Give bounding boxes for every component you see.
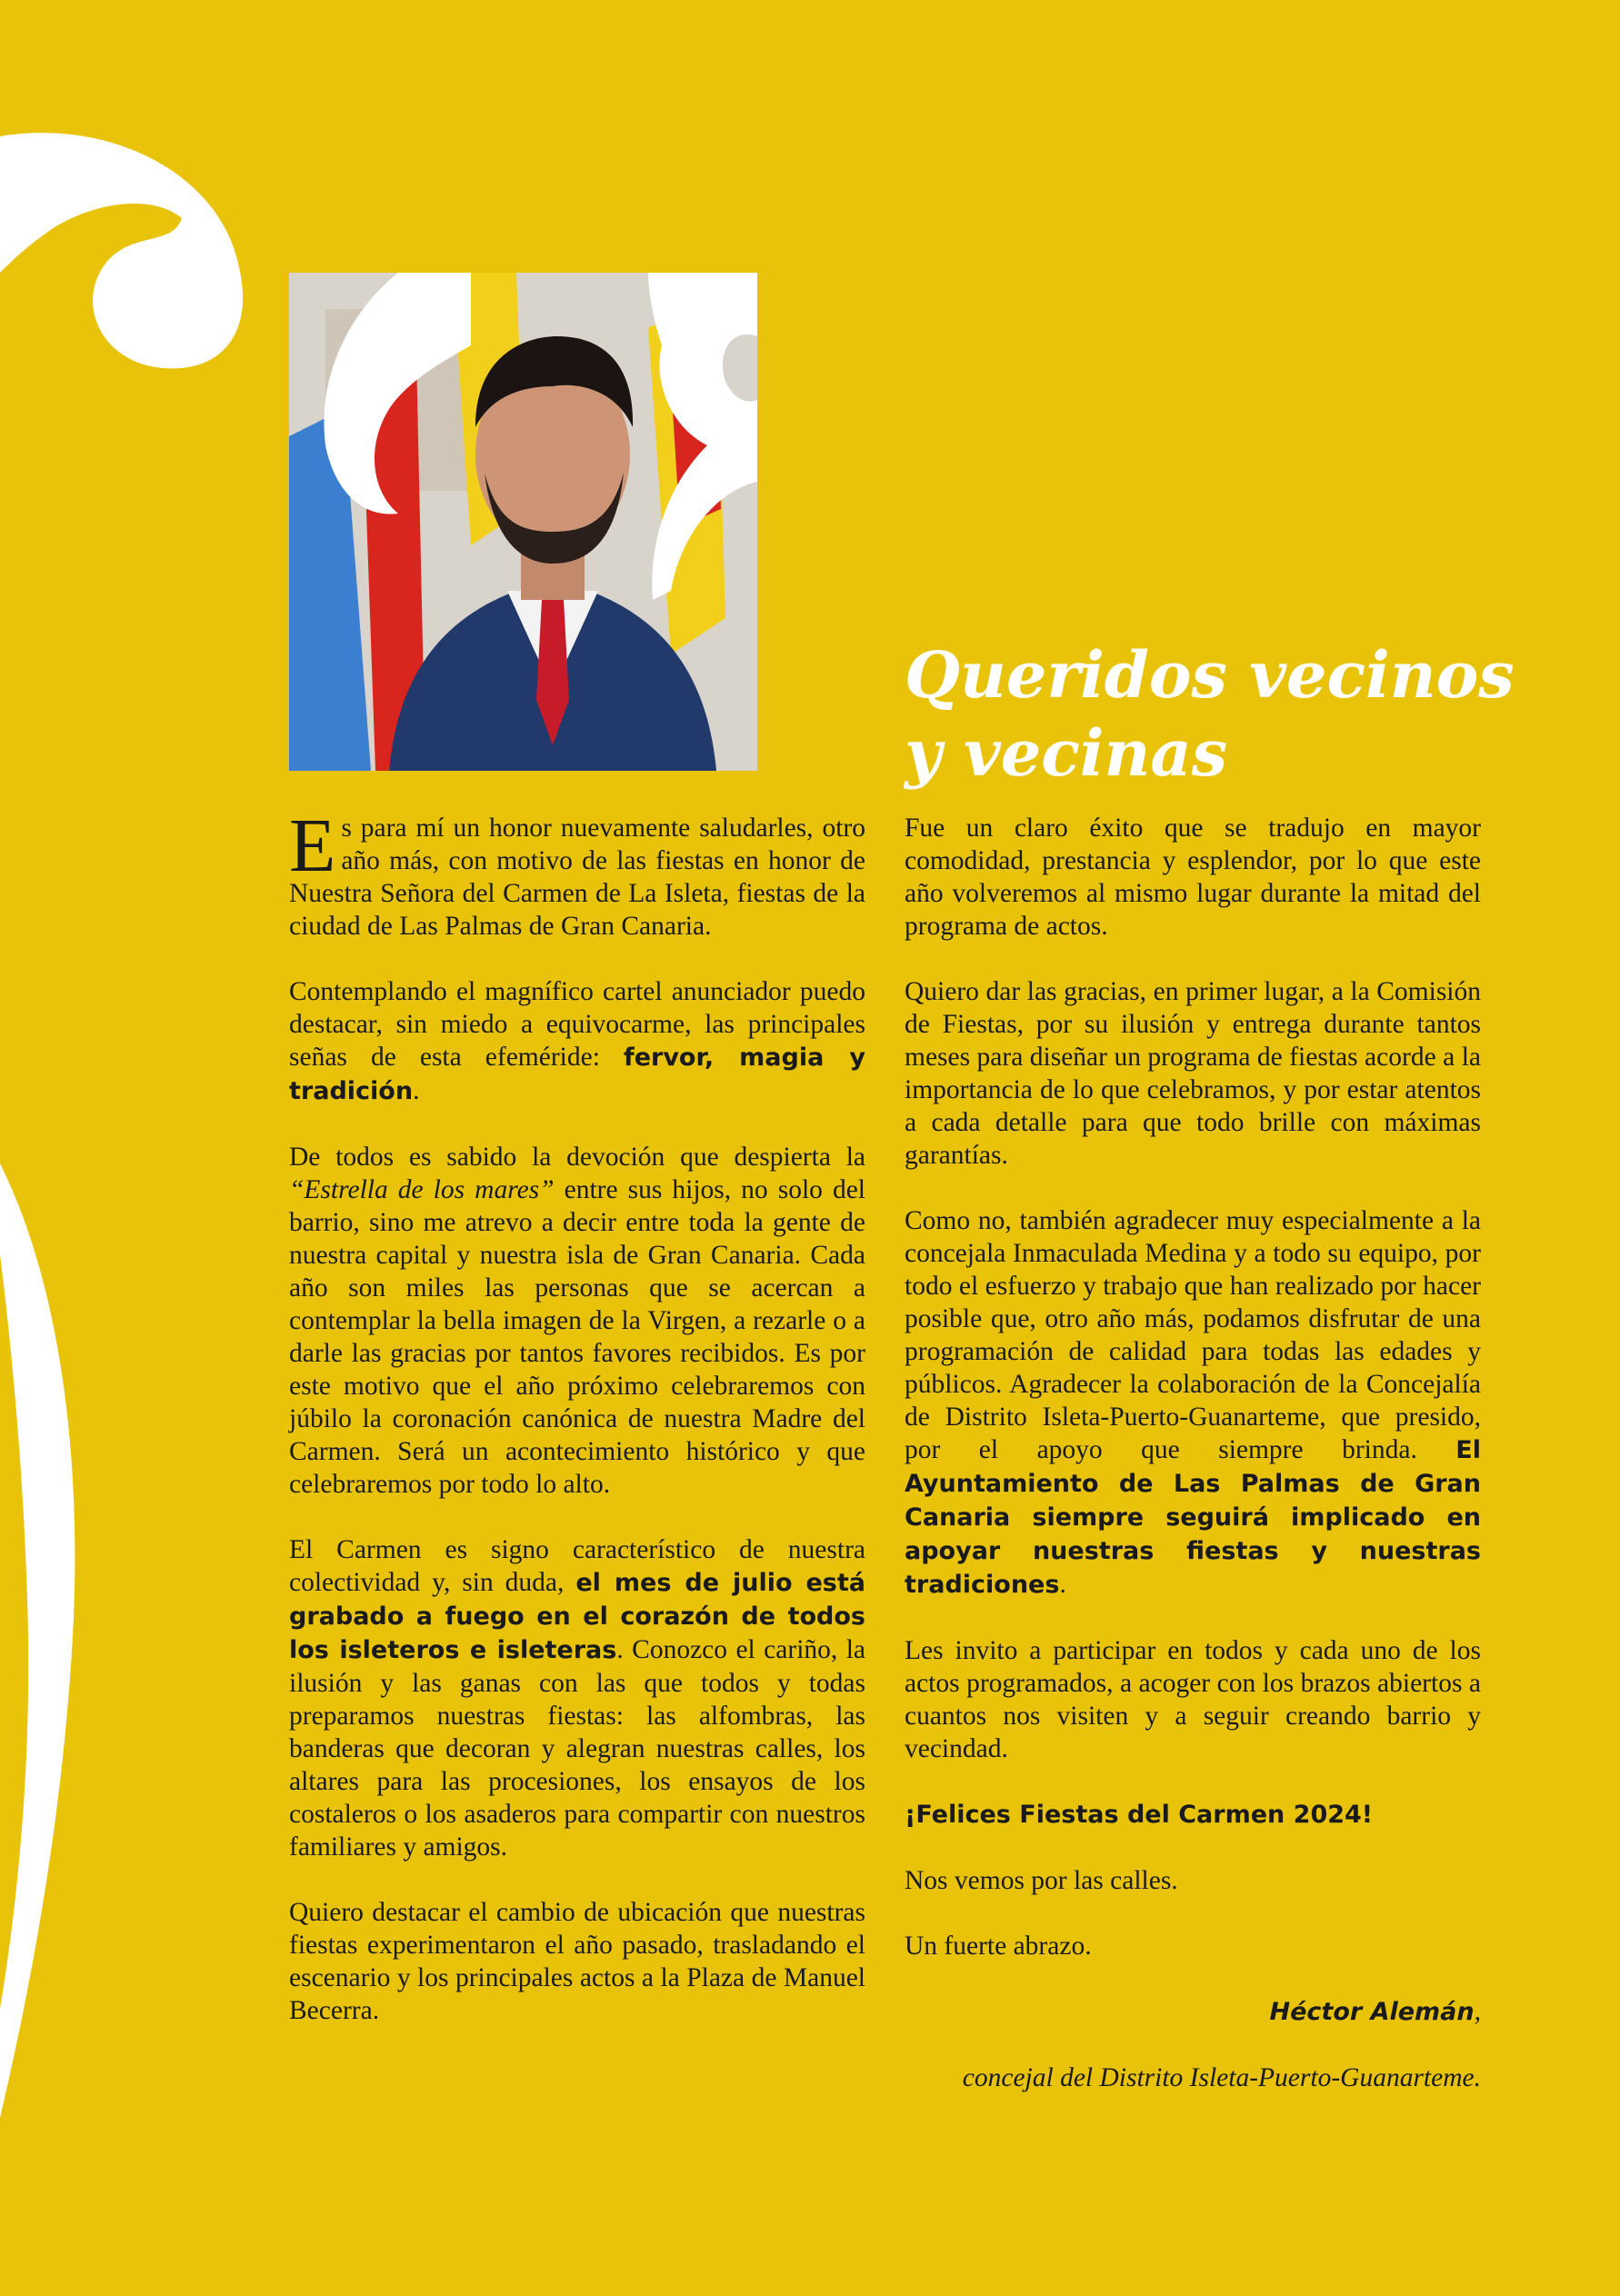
closing-1: Nos vemos por las calles. xyxy=(905,1866,1178,1895)
title-line-1: Queridos vecinos xyxy=(905,637,1515,713)
signature-role: concejal del Distrito Isleta-Puerto-Guanarteme. xyxy=(962,2063,1481,2092)
paragraph-2: Contemplando el magnífico cartel anunciador puedo destacar, sin miedo a equivocarme, las principales señas de esta efeméride: fervor, magia y tradición. xyxy=(289,977,866,1105)
paragraph-1: Es para mí un honor nuevamente saludarles, otro año más, con motivo de las fiestas en honor de Nuestra Señora del Carmen de La Isleta, fiestas de la ciudad de Las Palmas de Gran Canaria. xyxy=(289,804,865,941)
page-title xyxy=(905,636,1541,793)
paragraph-7: Quiero dar las gracias, en primer lugar, a la Comisión de Fiestas, por su ilusión y entrega durante tantos meses para diseñar un programa de fiestas acorde a la importancia de lo que celebramos, y por estar atentos a cada detalle para que todo brille con máximas garantías. xyxy=(905,977,1481,1170)
right-column xyxy=(905,812,1481,2127)
title-line-2: y vecinas xyxy=(905,715,1228,791)
portrait-photo xyxy=(289,273,757,771)
paragraph-9: Les invito a participar en todos y cada uno de los actos programados, a acoger con los brazos abiertos a cuantos nos visiten y a seguir creando barrio y vecindad. xyxy=(905,1636,1481,1763)
paragraph-3: De todos es sabido la devoción que despierta la “Estrella de los mares” entre sus hijos, no solo del barrio, sino me atrevo a decir entre toda la gente de nuestra capital y nuestra isla de Gran Canaria. Cada año son miles las personas que se acercan a contemplar la bella imagen de la Virgen, a rezarle o a darle las gracias por tantos favores recibidos. Es por este motivo que el año próximo celebraremos con júbilo la coronación canónica de nuestra Madre del Carmen. Será un acontecimiento histórico y que celebraremos por todo lo alto. xyxy=(289,1143,865,1499)
greeting: ¡Felices Fiestas del Carmen 2024! xyxy=(905,1801,1374,1829)
closing-2: Un fuerte abrazo. xyxy=(905,1932,1092,1961)
signature-name: Héctor Alemán, xyxy=(1269,1997,1481,2026)
paragraph-6: Fue un claro éxito que se tradujo en mayor comodidad, prestancia y esplendor, por lo que este año volveremos al mismo lugar durante la mitad del programa de actos. xyxy=(905,814,1481,941)
drop-cap: E xyxy=(289,804,336,888)
paragraph-4: El Carmen es signo característico de nuestra colectividad y, sin duda, el mes de julio está grabado a fuego en el corazón de todos los isleteros e isleteras. Conozco el cariño, la ilusión y las ganas con las que todos y todas preparamos nuestras fiestas: las alfombras, las banderas que decoran y alegran nuestras calles, los altares para las procesiones, los ensayos de los costaleros o los asaderos para compartir con nuestros familiares y amigos. xyxy=(289,1535,865,1862)
scroll-left-edge xyxy=(0,1163,75,2118)
scroll-top-left xyxy=(0,133,243,368)
paragraph-5: Quiero destacar el cambio de ubicación que nuestras fiestas experimentaron el año pasado, trasladando el escenario y los principales actos a la Plaza de Manuel Becerra. xyxy=(289,1898,865,2025)
left-column xyxy=(289,804,866,2060)
paragraph-8: Como no, también agradecer muy especialmente a la concejala Inmaculada Medina y a todo su equipo, por todo el esfuerzo y trabajo que han realizado por hacer posible que, otro año más, podamos disfrutar de una programación de calidad para todas las edades y públicos. Agradecer la colaboración de la Concejalía de Distrito Isleta-Puerto-Guanarteme, que presido, por el apoyo que siempre brinda. El Ayuntamiento de Las Palmas de Gran Canaria siempre seguirá implicado en apoyar nuestras fiestas y nuestras tradiciones. xyxy=(905,1206,1481,1599)
